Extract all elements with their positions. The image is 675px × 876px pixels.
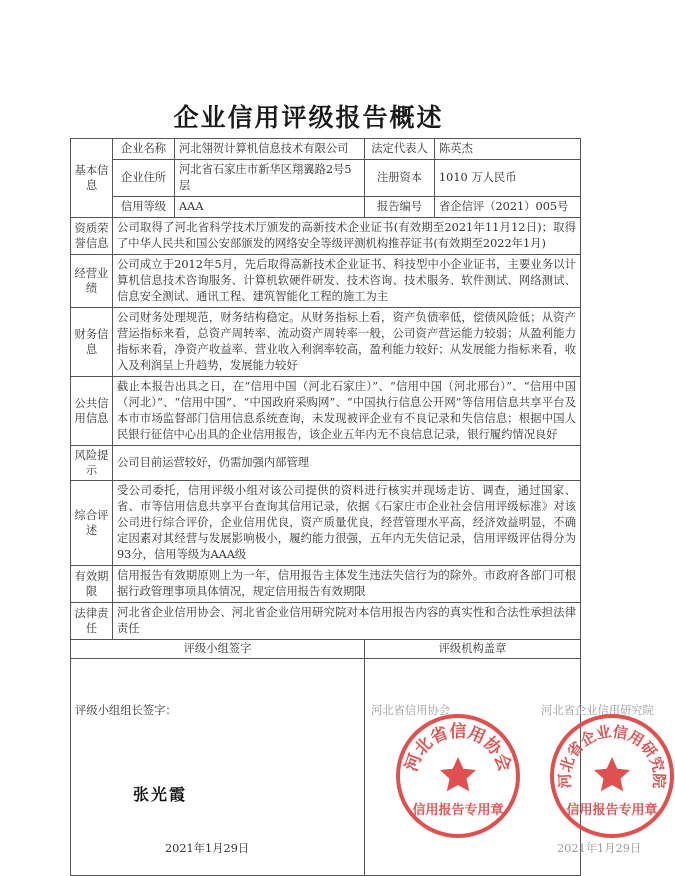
- section-finance: 财务信息: [71, 308, 113, 377]
- leader-sign-label: 评级小组组长签字：: [75, 704, 177, 717]
- report-no-label: 报告编号: [365, 197, 435, 218]
- overall-text: 受公司委托，信用评级小组对该公司提供的资料进行核实并现场走访、调查，通过国家、省、市等信用信息共享平台查询其信用记录，依据《石家庄市企业社会信用评级标准》对该公司进行综合评价，企业信用优良，资产质量优良，经营管理水平高，经济效益明显，不确定因素对其经营与发展影响极小，履约能力很强，五年内无失信记录，信用评级评估得分为93分，信用等级为AAA级: [113, 481, 581, 566]
- row-sign-body: [71, 659, 581, 876]
- business-text: 公司成立于2012年5月，先后取得高新技术企业证书、科技型中小企业证书，主要业务以计算机信息技术咨询服务、计算机软硬件研发、技术咨询、技术服务、软件测试、网络测试、信息安全测试、通讯工程、建筑智能化工程的施工为主: [113, 255, 581, 308]
- section-public-credit: 公共信用信息: [71, 377, 113, 446]
- row-address: [71, 160, 581, 197]
- page-title: 企业信用评级报告概述: [173, 103, 444, 132]
- row-finance: [71, 308, 581, 377]
- capital-label: 注册资本: [365, 160, 435, 197]
- leader-signature: 张光霞: [133, 785, 188, 804]
- association-seal: [395, 713, 521, 839]
- address-value: 河北省石家庄市新华区翔翼路2号5层: [175, 160, 365, 197]
- row-honor: [71, 218, 581, 255]
- seal2-ring-text: 河北省企业信用研究院: [555, 722, 669, 789]
- rating-report-table: [70, 138, 669, 876]
- finance-text: 公司财务处理规范，财务结构稳定。从财务指标上看，资产负债率低，偿债风险低；从资产营运指标来看，总资产周转率、流动资产周转率一般，公司资产营运能力较弱；从盈利能力指标来看，净资产收益率、营业收入利润率较高，盈利能力较好；从发展能力指标来看，收入及利润呈上升趋势，发展能力较好: [113, 308, 581, 377]
- org-credit-institute: 河北省企业信用研究院: [541, 704, 654, 717]
- validity-text: 信用报告有效期原则上为一年，信用报告主体发生违法失信行为的除外。市政府各部门可根据行政管理事项具体情况，规定信用报告有效期限: [113, 566, 581, 603]
- seal1-bottom-text: 信用报告专用章: [412, 803, 504, 818]
- section-validity: 有效期限: [71, 566, 113, 603]
- section-basic-info: 基本信息: [71, 139, 113, 218]
- institute-seal: [549, 713, 675, 839]
- address-label: 企业住所: [113, 160, 175, 197]
- row-overall: [71, 481, 581, 566]
- seal1-star-icon: [440, 757, 476, 791]
- org-credit-association: 河北省信用协会: [371, 704, 451, 717]
- company-name-label: 企业名称: [113, 139, 175, 160]
- seal2-bottom-text: 信用报告专用章: [566, 803, 658, 818]
- legal-rep-value: 陈英杰: [435, 139, 581, 160]
- row-rating: [71, 197, 581, 218]
- right-date: 2021年1月29日: [557, 842, 642, 855]
- rating-label: 信用等级: [113, 197, 175, 218]
- row-validity: [71, 566, 581, 603]
- row-legal: [71, 603, 581, 640]
- sign-left-header: 评级小组签字: [71, 640, 365, 659]
- section-overall: 综合评述: [71, 481, 113, 566]
- row-business: [71, 255, 581, 308]
- seal2-star-icon: [594, 757, 630, 791]
- company-name-value: 河北翎贺计算机信息技术有限公司: [175, 139, 365, 160]
- legal-rep-label: 法定代表人: [365, 139, 435, 160]
- section-honor: 资质荣誉信息: [71, 218, 113, 255]
- seal1-ring-text: 河北省信用协会: [401, 721, 515, 775]
- section-business: 经营业绩: [71, 255, 113, 308]
- honor-text: 公司取得了河北省科学技术厅颁发的高新技术企业证书(有效期至2021年11月12日)；取得了中华人民共和国公安部颁发的网络安全等级评测机构推荐证书(有效期至2022年1月): [113, 218, 581, 255]
- capital-value: 1010 万人民币: [435, 160, 581, 197]
- sign-right-header: 评级机构盖章: [365, 640, 581, 659]
- risk-text: 公司目前运营较好，仍需加强内部管理: [113, 446, 581, 481]
- legal-text: 河北省企业信用协会、河北省企业信用研究院对本信用报告内容的真实性和合法性承担法律责任: [113, 603, 581, 640]
- sign-left-cell: [71, 659, 365, 876]
- section-risk: 风险提示: [71, 446, 113, 481]
- sign-right-cell: [365, 659, 669, 876]
- row-risk: [71, 446, 581, 481]
- report-no-value: 省企信评（2021）005号: [435, 197, 581, 218]
- row-sign-header: [71, 640, 581, 659]
- left-date: 2021年1月29日: [165, 842, 250, 855]
- row-public-credit: [71, 377, 581, 446]
- section-legal: 法律责任: [71, 603, 113, 640]
- row-company-name: [71, 139, 581, 160]
- rating-value: AAA: [175, 197, 365, 218]
- public-credit-text: 截止本报告出具之日，在“信用中国（河北石家庄）”、“信用中国（河北邢台）”、“信用中国（河北）”、“信用中国”、“中国政府采购网”、“中国执行信息公开网”等信用信息共享平台及本市市场监督部门信用信息系统查询，未发现被评企业有不良记录和失信信息；根据中国人民银行征信中心出具的企业信用报告，该企业五年内无不良信息记录，银行履约情况良好: [113, 377, 581, 446]
